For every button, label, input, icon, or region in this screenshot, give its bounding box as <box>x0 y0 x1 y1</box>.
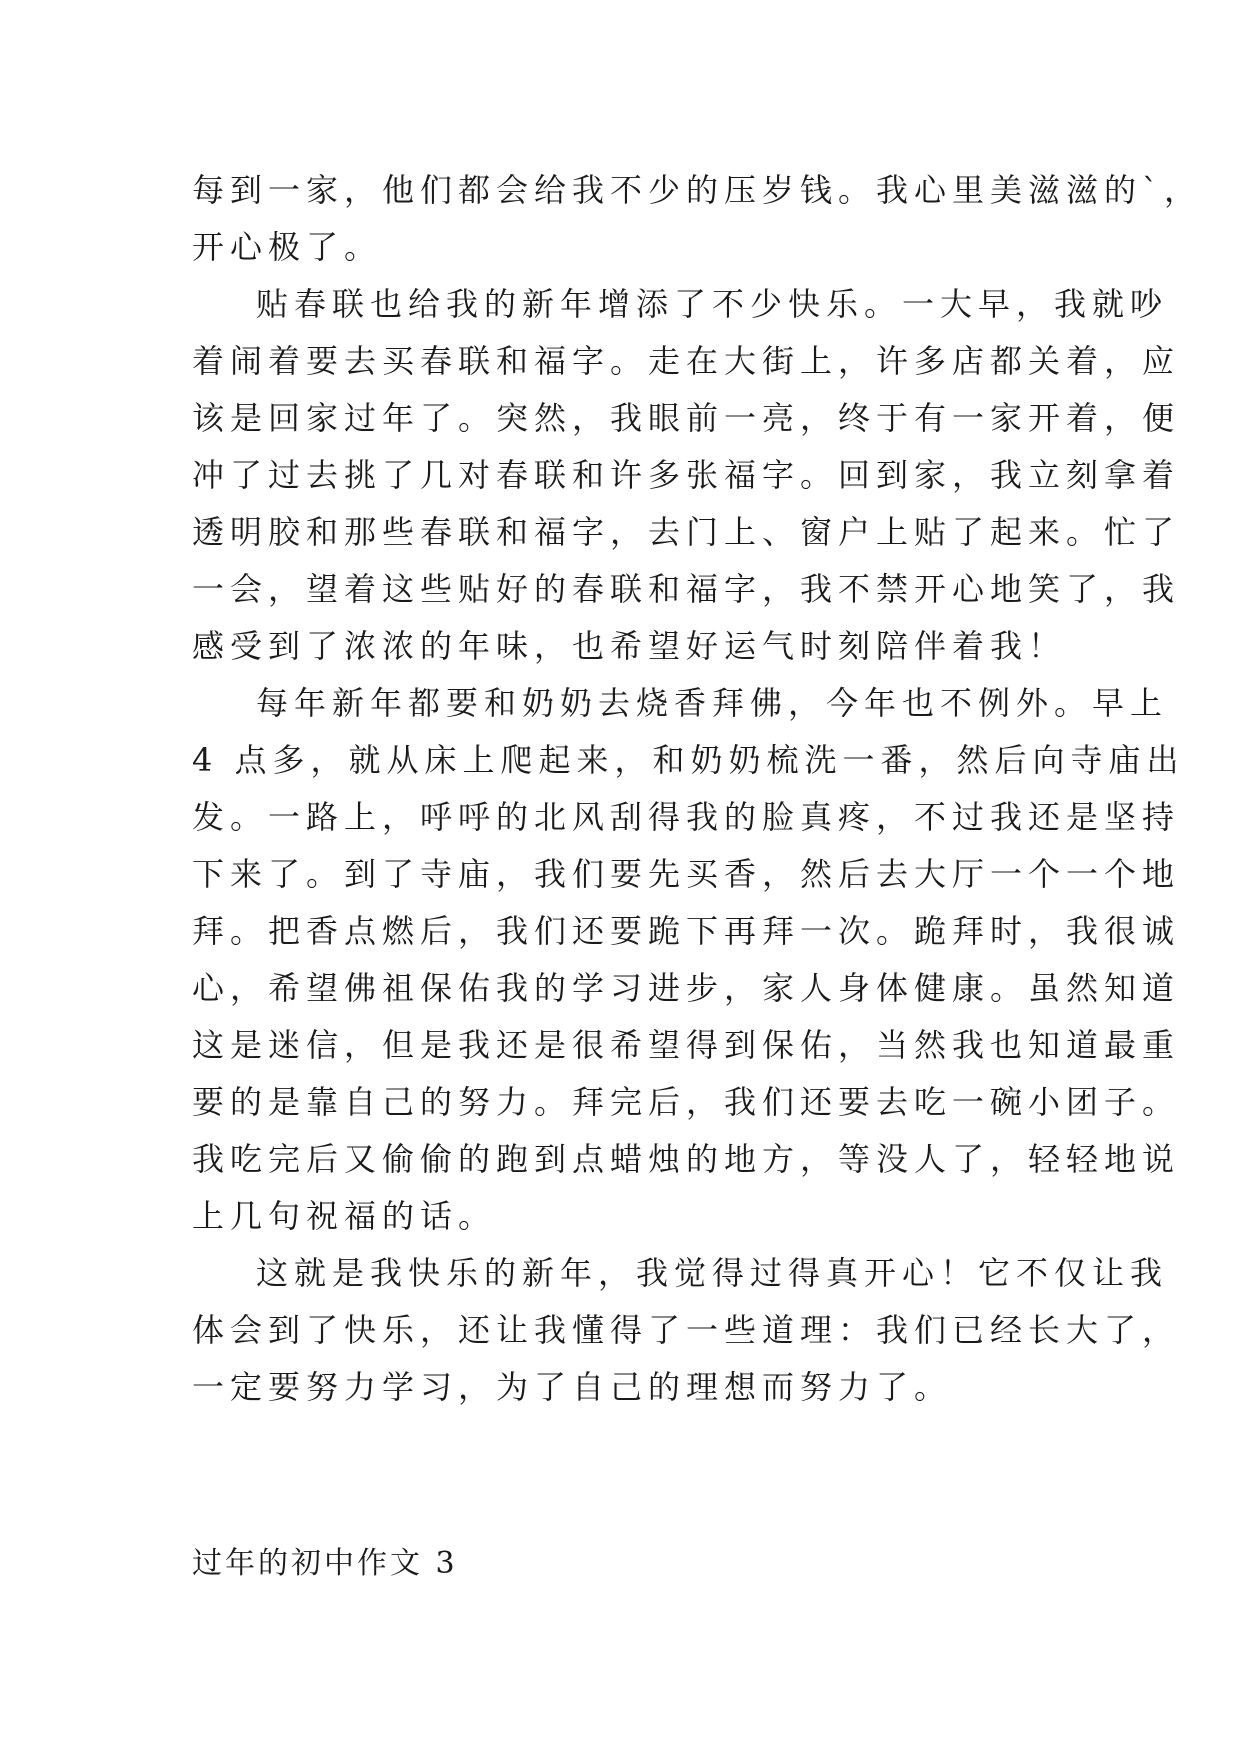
text-line: 拜。把香点燃后，我们还要跪下再拜一次。跪拜时，我很诚 <box>192 912 1181 950</box>
essay-body <box>192 162 1203 1592</box>
text-line: 体会到了快乐，还让我懂得了一些道理：我们已经长大了， <box>192 1311 1181 1349</box>
text-line: 这是迷信，但是我还是很希望得到保佑，当然我也知道最重 <box>192 1026 1181 1064</box>
text-line: 该是回家过年了。突然，我眼前一亮，终于有一家开着，便 <box>192 399 1181 437</box>
text-line: 下来了。到了寺庙，我们要先买香，然后去大厅一个一个地 <box>192 855 1181 893</box>
text-line: 着闹着要去买春联和福字。走在大街上，许多店都关着，应 <box>192 342 1181 380</box>
paragraph-first-line: 贴春联也给我的新年增添了不少快乐。一大早，我就吵 <box>256 285 1169 323</box>
text-line: 冲了过去挑了几对春联和许多张福字。回到家，我立刻拿着 <box>192 456 1181 494</box>
text-line: 透明胶和那些春联和福字，去门上、窗户上贴了起来。忙了 <box>192 513 1181 551</box>
text-line: 感受到了浓浓的年味，也希望好运气时刻陪伴着我！ <box>192 627 1067 665</box>
paragraph-first-line: 这就是我快乐的新年，我觉得过得真开心！它不仅让我 <box>256 1254 1169 1292</box>
text-line: 我吃完后又偷偷的跑到点蜡烛的地方，等没人了，轻轻地说 <box>192 1140 1181 1178</box>
text-line: 要的是靠自己的努力。拜完后，我们还要去吃一碗小团子。 <box>192 1083 1181 1121</box>
section-heading: 过年的初中作文 3 <box>192 1546 458 1581</box>
paragraph-first-line: 每年新年都要和奶奶去烧香拜佛，今年也不例外。早上 <box>256 684 1169 722</box>
text-line: 上几句祝福的话。 <box>192 1197 497 1235</box>
text-line: 一会，望着这些贴好的春联和福字，我不禁开心地笑了，我 <box>192 570 1181 608</box>
text-line: 每到一家，他们都会给我不少的压岁钱。我心里美滋滋的`， <box>192 171 1203 209</box>
text-line: 4 点多，就从床上爬起来，和奶奶梳洗一番，然后向寺庙出 <box>192 741 1185 779</box>
section-gap <box>192 1416 1052 1535</box>
text-line: 一定要努力学习，为了自己的理想而努力了。 <box>192 1368 953 1406</box>
text-line: 发。一路上，呼呼的北风刮得我的脸真疼，不过我还是坚持 <box>192 798 1181 836</box>
text-line: 心，希望佛祖保佑我的学习进步，家人身体健康。虽然知道 <box>192 969 1181 1007</box>
text-line: 开心极了。 <box>192 228 383 266</box>
